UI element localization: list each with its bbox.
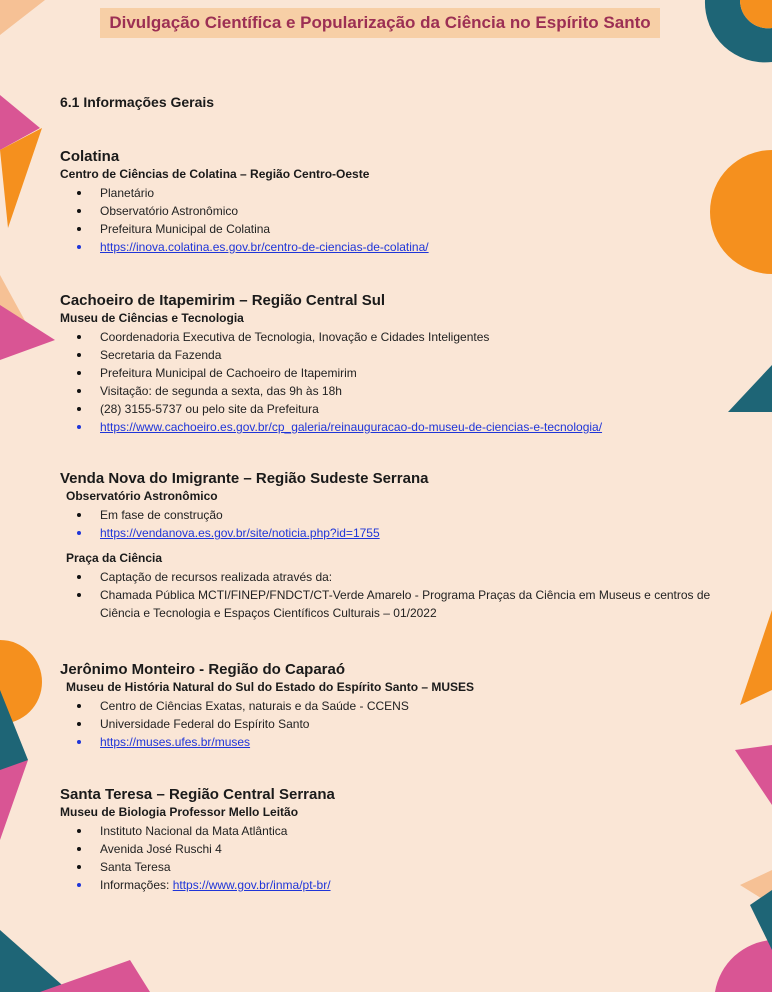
bullet-icon bbox=[77, 425, 81, 429]
link-venda-nova[interactable]: https://vendanova.es.gov.br/site/noticia.php?id=1755 bbox=[100, 526, 380, 540]
bullet-icon bbox=[77, 740, 81, 744]
institution-name: Museu de Biologia Professor Mello Leitão bbox=[60, 805, 299, 819]
bullet-icon bbox=[77, 575, 81, 579]
bullet-icon bbox=[77, 722, 81, 726]
bullet-icon bbox=[77, 353, 81, 357]
list-item: (28) 3155-5737 ou pelo site da Prefeitura bbox=[60, 400, 740, 418]
document-header bbox=[100, 8, 660, 38]
city-section-venda-nova bbox=[60, 470, 740, 622]
item-list bbox=[60, 184, 740, 256]
list-item: Chamada Pública MCTI/FINEP/FNDCT/CT-Verde Amarelo - Programa Praças da Ciência em Museus e centros de Ciência e Tecnologia e Espaços Científicos Culturais – 01/2022 bbox=[60, 586, 740, 622]
bullet-icon bbox=[77, 513, 81, 517]
list-item: Observatório Astronômico bbox=[60, 202, 740, 220]
city-title: Jerônimo Monteiro - Região do Caparaó bbox=[60, 661, 346, 678]
list-item: Avenida José Ruschi 4 bbox=[60, 840, 740, 858]
item-list bbox=[60, 328, 740, 436]
document-title: Divulgação Científica e Popularização da Ciência no Espírito Santo bbox=[109, 13, 651, 32]
city-section-cachoeiro bbox=[60, 292, 740, 436]
city-title: Santa Teresa – Região Central Serrana bbox=[60, 786, 335, 803]
item-list bbox=[60, 568, 740, 622]
institution-name: Centro de Ciências de Colatina – Região Centro-Oeste bbox=[60, 167, 370, 181]
list-item bbox=[60, 733, 740, 751]
city-section-jeronimo-monteiro bbox=[60, 661, 740, 751]
list-item bbox=[60, 238, 740, 256]
institution-name: Praça da Ciência bbox=[66, 551, 163, 565]
list-item: Coordenadoria Executiva de Tecnologia, Inovação e Cidades Inteligentes bbox=[60, 328, 740, 346]
list-item: Visitação: de segunda a sexta, das 9h às 18h bbox=[60, 382, 740, 400]
bullet-icon bbox=[77, 335, 81, 339]
link-muses[interactable]: https://muses.ufes.br/muses bbox=[100, 735, 251, 749]
city-title: Cachoeiro de Itapemirim – Região Central Sul bbox=[60, 292, 386, 309]
link-cachoeiro[interactable]: https://www.cachoeiro.es.gov.br/cp_galeria/reinauguracao-do-museu-de-ciencias-e-tecnologia/ bbox=[100, 420, 603, 434]
list-item bbox=[60, 418, 740, 436]
list-item: Universidade Federal do Espírito Santo bbox=[60, 715, 740, 733]
city-title: Venda Nova do Imigrante – Região Sudeste Serrana bbox=[60, 470, 429, 487]
list-item bbox=[60, 524, 740, 542]
bullet-icon bbox=[77, 531, 81, 535]
list-item: Captação de recursos realizada através da: bbox=[60, 568, 740, 586]
section-heading: 6.1 Informações Gerais bbox=[60, 94, 215, 110]
institution-name: Museu de História Natural do Sul do Estado do Espírito Santo – MUSES bbox=[66, 680, 475, 694]
bullet-icon bbox=[77, 245, 81, 249]
bullet-icon bbox=[77, 865, 81, 869]
list-item: Santa Teresa bbox=[60, 858, 740, 876]
bullet-icon bbox=[77, 883, 81, 887]
item-list bbox=[60, 822, 740, 894]
bullet-icon bbox=[77, 389, 81, 393]
item-list bbox=[60, 506, 740, 542]
list-item: Secretaria da Fazenda bbox=[60, 346, 740, 364]
city-section-santa-teresa bbox=[60, 786, 740, 894]
item-list bbox=[60, 697, 740, 751]
institution-name: Museu de Ciências e Tecnologia bbox=[60, 311, 244, 325]
city-title: Colatina bbox=[60, 148, 120, 165]
bullet-icon bbox=[77, 829, 81, 833]
bullet-icon bbox=[77, 847, 81, 851]
link-inma[interactable]: https://www.gov.br/inma/pt-br/ bbox=[172, 878, 331, 892]
list-item: Prefeitura Municipal de Colatina bbox=[60, 220, 740, 238]
bullet-icon bbox=[77, 593, 81, 597]
institution-name: Observatório Astronômico bbox=[66, 489, 218, 503]
list-item: Em fase de construção bbox=[60, 506, 740, 524]
list-item: Informações: https://www.gov.br/inma/pt-br/ bbox=[60, 876, 740, 894]
bullet-icon bbox=[77, 191, 81, 195]
link-colatina[interactable]: https://inova.colatina.es.gov.br/centro-de-ciencias-de-colatina/ bbox=[100, 240, 429, 254]
bullet-icon bbox=[77, 209, 81, 213]
city-section-colatina bbox=[60, 148, 740, 256]
list-item: Prefeitura Municipal de Cachoeiro de Itapemirim bbox=[60, 364, 740, 382]
list-item: Centro de Ciências Exatas, naturais e da Saúde - CCENS bbox=[60, 697, 740, 715]
bullet-icon bbox=[77, 407, 81, 411]
list-item: Planetário bbox=[60, 184, 740, 202]
list-item: Instituto Nacional da Mata Atlântica bbox=[60, 822, 740, 840]
bullet-icon bbox=[77, 704, 81, 708]
bullet-icon bbox=[77, 227, 81, 231]
bullet-icon bbox=[77, 371, 81, 375]
